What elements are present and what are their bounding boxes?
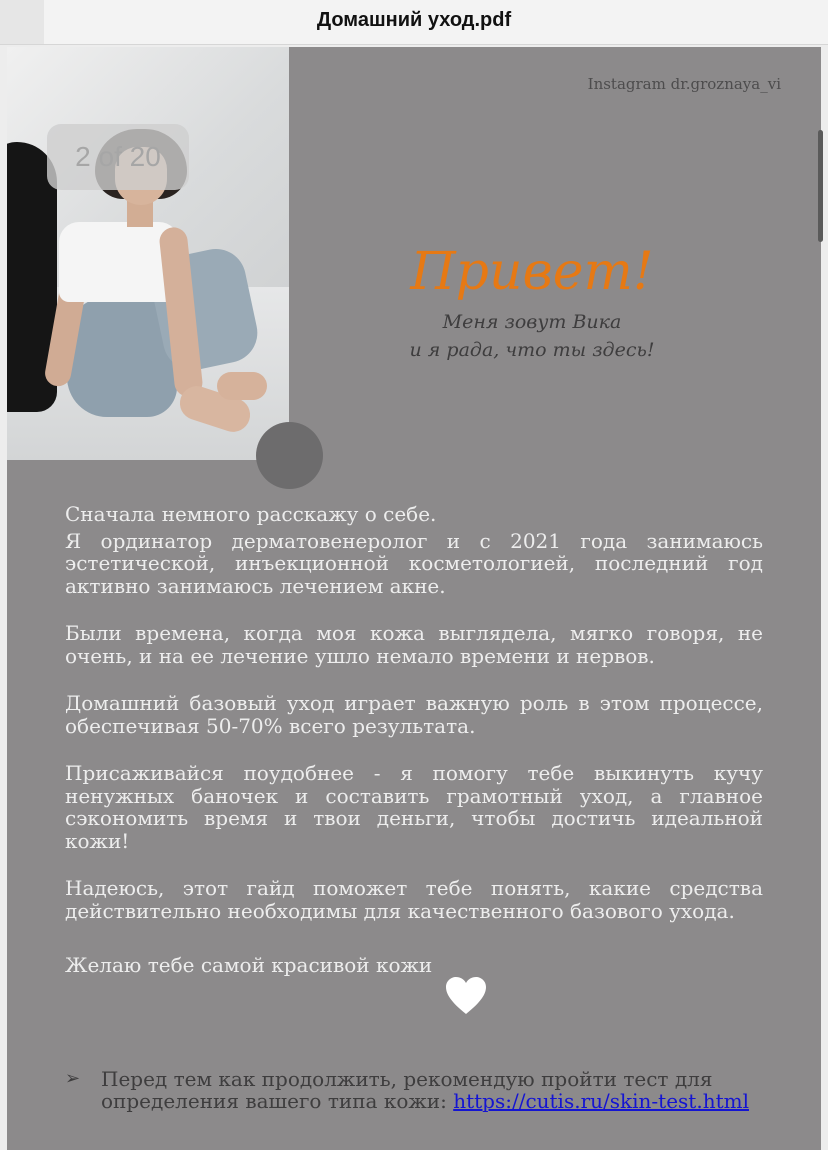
heart-icon (445, 976, 487, 1016)
intro-line-2: и я рада, что ты здесь! (409, 339, 655, 361)
paragraph-2: Я ординатор дерматовенеролог и с 2021 года занимаюсь эстетической, инъекционной косметологией, последний год активно занимаюсь лечением акне. (65, 528, 763, 598)
decorative-circle (256, 422, 323, 489)
paragraph-1: Сначала немного расскажу о себе. (65, 502, 437, 526)
bullet-text: Перед тем как продолжить, рекомендую пройти тест для определения вашего типа кожи: (101, 1067, 713, 1113)
skin-test-link[interactable]: https://cutis.ru/skin-test.html (453, 1089, 749, 1113)
paragraph-3: Были времена, когда моя кожа выглядела, мягко говоря, не очень, и на ее лечение ушло немало времени и нервов. (65, 621, 763, 668)
title-bar (0, 0, 828, 45)
document-title: Домашний уход.pdf (316, 9, 512, 31)
arrow-bullet-icon: ➢ (65, 1068, 81, 1089)
intro-line-1: Меня зовут Вика (442, 311, 622, 333)
pdf-page[interactable] (7, 47, 821, 1150)
paragraph-6: Надеюсь, этот гайд поможет тебе понять, какие средства действительно необходимы для качественного базового ухода. (65, 876, 763, 923)
instagram-handle: Instagram dr.groznaya_vi (587, 75, 781, 93)
author-photo (7, 47, 289, 460)
page-indicator (47, 124, 189, 190)
page-indicator-label: 2 of 20 (75, 141, 161, 172)
vertical-scrollbar[interactable] (818, 130, 823, 242)
greeting-heading: Привет! (410, 242, 654, 302)
paragraph-7: Желаю тебе самой красивой кожи (65, 953, 433, 977)
skin-test-recommendation (65, 1068, 765, 1112)
paragraph-4: Домашний базовый уход играет важную роль в этом процессе, обеспечивая 50-70% всего результата. (65, 691, 763, 738)
body-text (65, 503, 763, 977)
paragraph-5: Присаживайся поудобнее - я помогу тебе выкинуть кучу ненужных баночек и составить грамотный уход, а главное сэкономить время и твои деньги, чтобы достичь идеальной кожи! (65, 761, 763, 853)
